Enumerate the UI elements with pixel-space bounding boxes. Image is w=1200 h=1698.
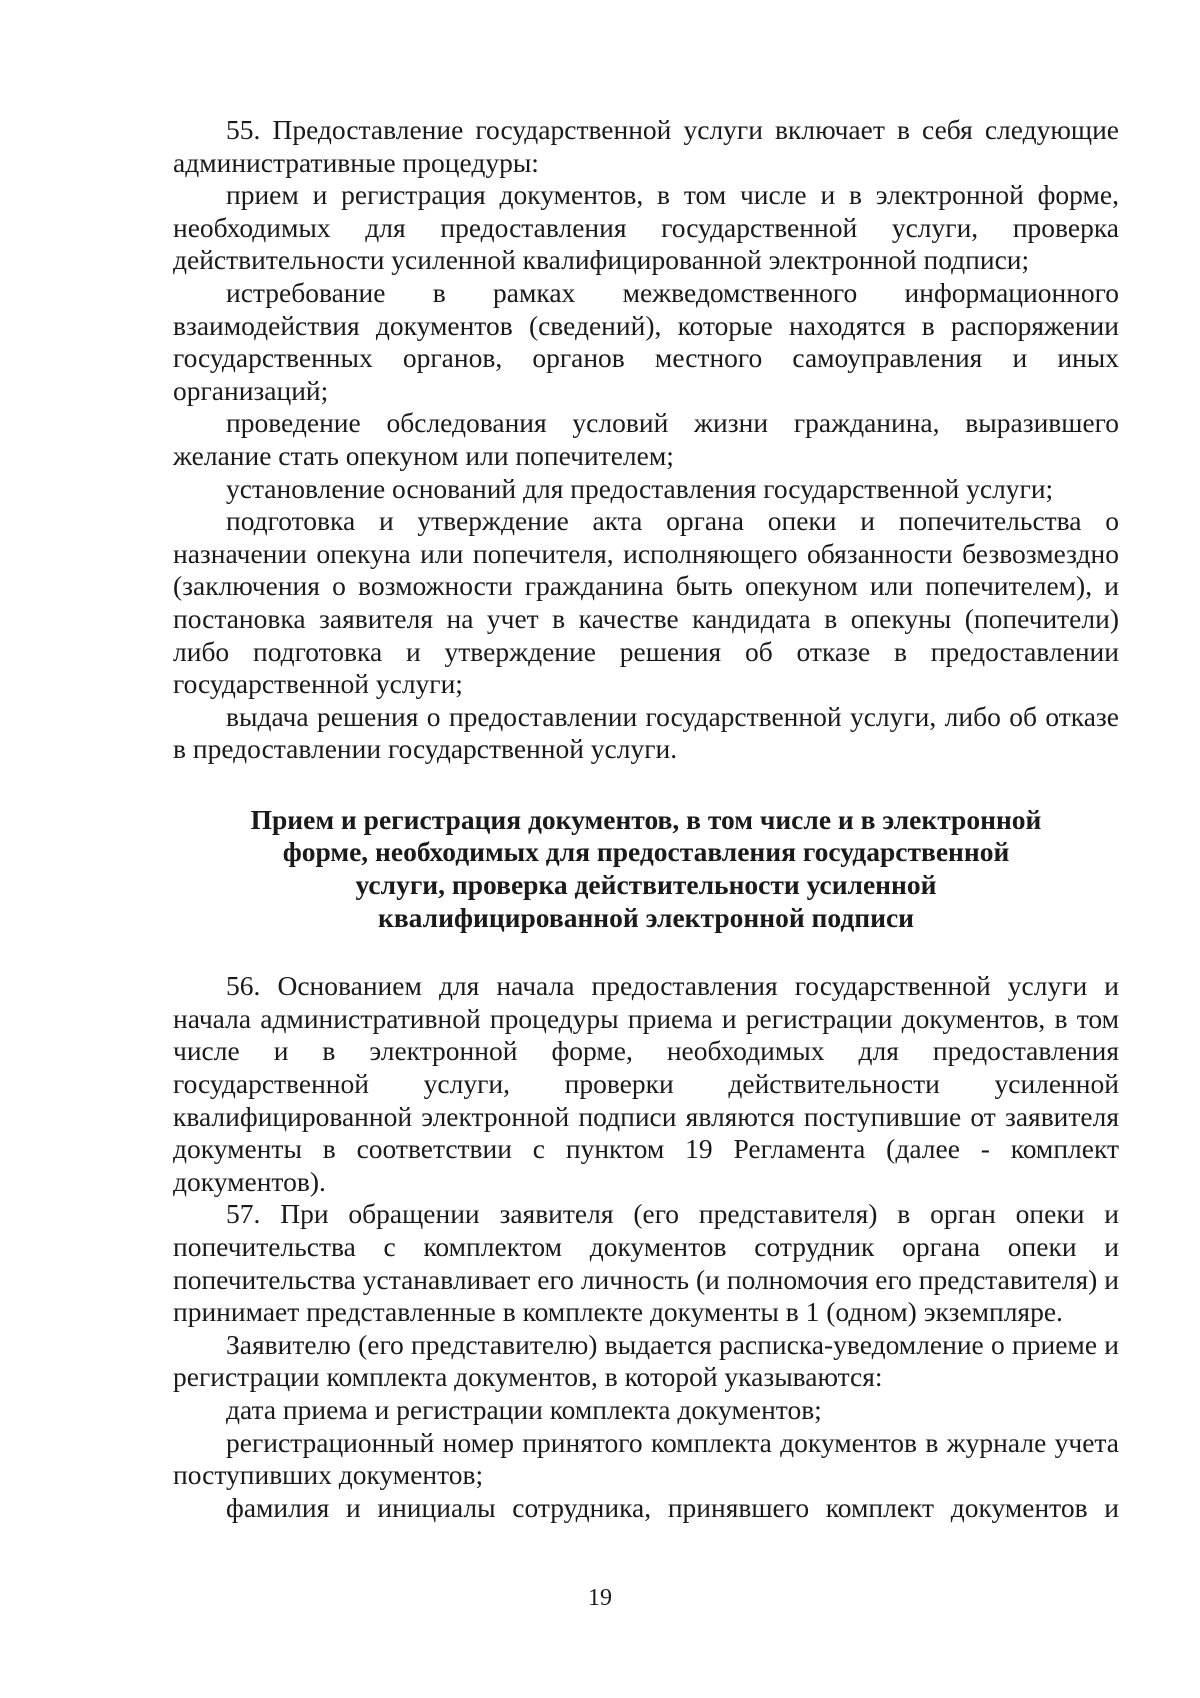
- heading-line: квалифицированной электронной подписи: [377, 901, 914, 933]
- list-item-request: истребование в рамках межведомственного информационного взаимодействия документов (сведений), которые находятся в распоряжении государственных органов, органов местного самоуправления и иных организаций;: [173, 276, 1119, 406]
- list-item-reception: прием и регистрация документов, в том числе и в электронной форме, необходимых для предоставления государственной услуги, проверка действительности усиленной квалифицированной электронной подписи;: [173, 179, 1119, 276]
- page-number: 19: [588, 1585, 612, 1611]
- list-item-reg-number: регистрационный номер принятого комплекта документов в журнале учета поступивших документов;: [173, 1426, 1119, 1491]
- list-item-grounds: установление оснований для предоставления государственной услуги;: [226, 472, 1054, 504]
- list-item-act-preparation: подготовка и утверждение акта органа опеки и попечительства о назначении опекуна или попечителя, исполняющего обязанности безвозмездно (заключения о возможности гражданина быть опекуном или попечителем), и постановка заявителя на учет в качестве кандидата в опекуны (попечители) либо подготовка и утверждение решения об отказе в предоставлении государственной услуги;: [173, 505, 1119, 700]
- list-item-employee: фамилия и инициалы сотрудника, принявшего комплект документов и: [226, 1491, 1119, 1523]
- heading-line: форме, необходимых для предоставления государственной: [282, 836, 1010, 868]
- paragraph-55: 55. Предоставление государственной услуги включает в себя следующие административные процедуры:: [173, 114, 1119, 178]
- paragraph-receipt: Заявителю (его представителю) выдается расписка-уведомление о приеме и регистрации комплекта документов, в которой указываются:: [173, 1328, 1119, 1393]
- list-item-date: дата приема и регистрации комплекта документов;: [226, 1393, 822, 1425]
- paragraph-57: 57. При обращении заявителя (его представителя) в орган опеки и попечительства с комплектом документов сотрудник органа опеки и попечительства устанавливает его личность (и полномочия его представителя) и принимает представленные в комплекте документы в 1 (одном) экземпляре.: [173, 1198, 1119, 1328]
- paragraph-56: 56. Основанием для начала предоставления государственной услуги и начала административной процедуры приема и регистрации документов, в том числе и в электронной форме, необходимых для предоставления государственной услуги, проверки действительности усиленной квалифицированной электронной подписи являются поступившие от заявителя документы в соответствии с пунктом 19 Регламента (далее - комплект документов).: [173, 970, 1119, 1197]
- list-item-decision-issue: выдача решения о предоставлении государственной услуги, либо об отказе в предоставлении государственной услуги.: [173, 700, 1119, 765]
- section-reception: [173, 970, 1119, 1524]
- section-heading: [173, 804, 1119, 934]
- list-item-inspection: проведение обследования условий жизни гражданина, выразившего желание стать опекуном или попечителем;: [173, 407, 1119, 471]
- section-procedures: [173, 114, 1119, 766]
- heading-line: Прием и регистрация документов, в том числе и в электронной: [250, 803, 1042, 835]
- heading-line: услуги, проверка действительности усиленной: [355, 869, 937, 901]
- page-body: [173, 114, 1119, 1524]
